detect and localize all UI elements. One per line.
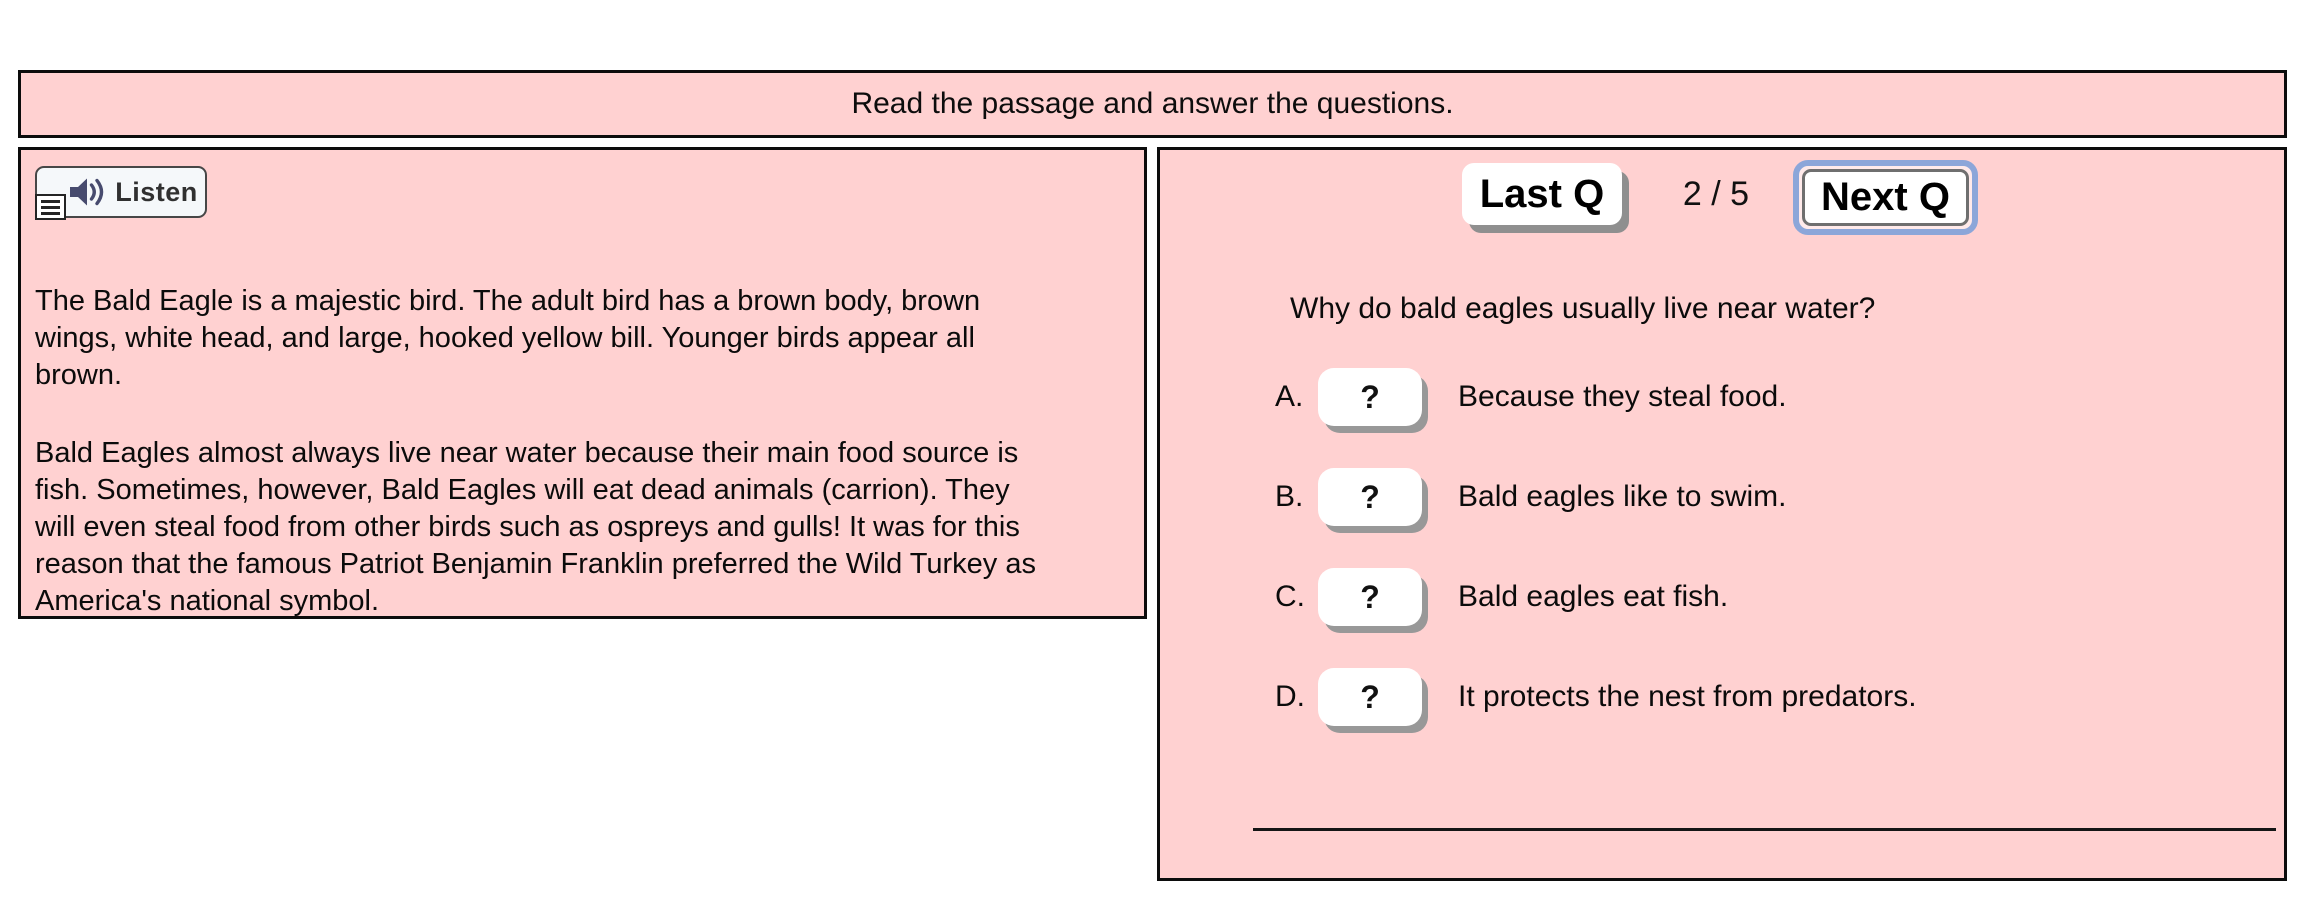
choice-row-c [1160, 568, 1728, 626]
passage-panel [18, 147, 1147, 619]
passage-paragraph: Bald Eagles almost always live near water because their main food source is fish. Sometimes, however, Bald Eagles will eat dead animals (carrion). They will even steal food from other birds such as ospreys and gulls! It was for this reason that the famous Patriot Benjamin Franklin preferred the Wild Turkey as America's national symbol. [35, 437, 1036, 617]
choice-row-b [1160, 468, 1786, 526]
next-question-focus-ring [1793, 160, 1978, 235]
answer-divider-line [1253, 828, 2276, 831]
choice-d-answer-button[interactable]: ? [1318, 668, 1422, 726]
last-question-button[interactable]: Last Q [1462, 163, 1622, 225]
choice-row-a [1160, 368, 1787, 426]
choice-text: Bald eagles eat fish. [1458, 580, 1729, 613]
choice-c-answer-button[interactable]: ? [1318, 568, 1422, 626]
instruction-banner [18, 70, 2287, 138]
choice-letter: B. [1275, 480, 1304, 513]
question-panel [1157, 147, 2287, 881]
hamburger-menu-icon[interactable] [35, 194, 66, 220]
choice-letter: D. [1275, 680, 1305, 713]
choice-letter: A. [1275, 380, 1304, 413]
question-counter: 2 / 5 [1682, 174, 1750, 213]
choice-text: Bald eagles like to swim. [1458, 480, 1787, 513]
choice-text: Because they steal food. [1458, 380, 1787, 413]
instruction-text: Read the passage and answer the questions. [851, 87, 1454, 120]
speaker-icon [68, 176, 106, 208]
listen-button-label: Listen [115, 176, 198, 207]
listen-button[interactable] [35, 166, 207, 218]
choice-b-answer-button[interactable]: ? [1318, 468, 1422, 526]
passage-text [35, 283, 1055, 620]
menu-bar [41, 212, 60, 215]
choice-a-answer-button[interactable]: ? [1318, 368, 1422, 426]
choice-letter: C. [1275, 580, 1305, 613]
menu-bar [41, 200, 60, 203]
choice-text: It protects the nest from predators. [1458, 680, 1917, 713]
choice-row-d [1160, 668, 1917, 726]
passage-paragraph: The Bald Eagle is a majestic bird. The adult bird has a brown body, brown wings, white head, and large, hooked yellow bill. Younger birds appear all brown. [35, 285, 981, 391]
next-question-button[interactable]: Next Q [1802, 169, 1969, 226]
question-text: Why do bald eagles usually live near water? [1290, 292, 1876, 325]
menu-bar [41, 206, 60, 209]
